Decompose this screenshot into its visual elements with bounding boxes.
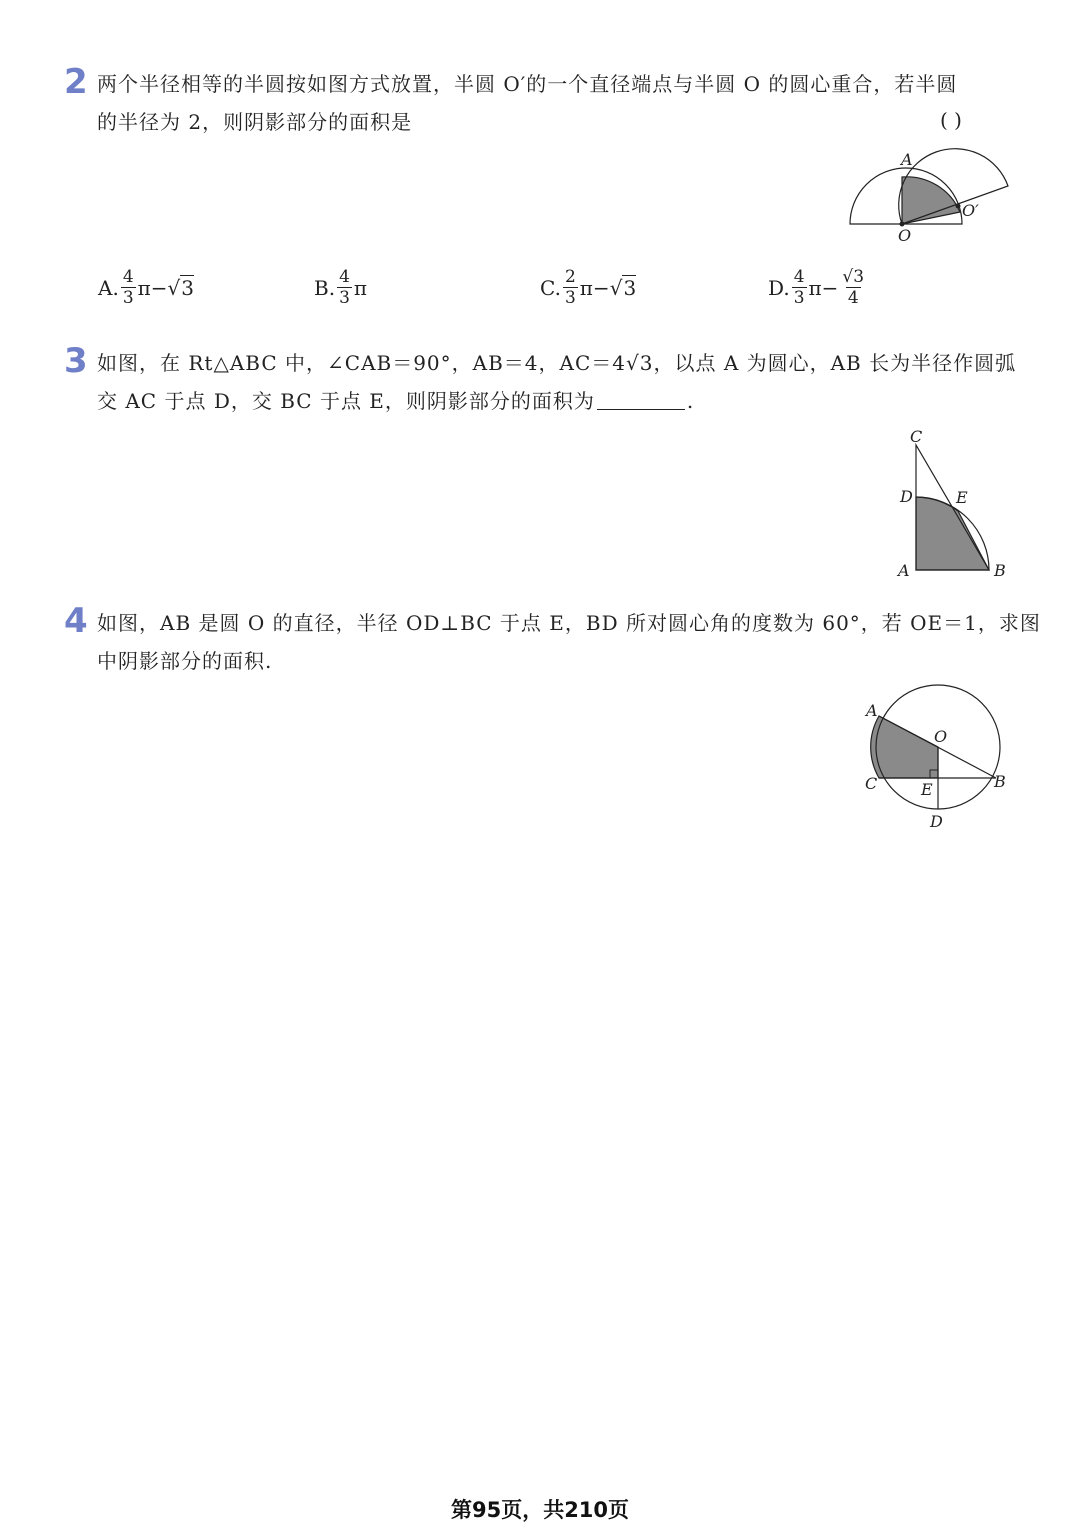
label-C: C <box>910 427 923 446</box>
label-B: B <box>994 772 1006 791</box>
label-E: E <box>921 780 933 799</box>
page-footer: 第95页，共210页 <box>450 1498 630 1522</box>
label-A: A <box>898 561 910 580</box>
label-O-prime: O′ <box>962 201 979 220</box>
question-number: 4 <box>64 601 88 641</box>
figure-q3-triangle <box>890 425 1020 585</box>
question-text-line1: 如图，在 Rt△ABC 中，∠CAB＝90°，AB＝4，AC＝4√3，以点 A 为圆心，AB 长为半径作圆弧 <box>97 351 1017 375</box>
label-C: C <box>865 774 878 793</box>
figure-q4-circle <box>860 682 1020 837</box>
label-D: D <box>900 487 913 506</box>
question-number: 2 <box>64 62 88 102</box>
label-A: A <box>901 150 913 169</box>
question-text-line1: 两个半径相等的半圆按如图方式放置，半圆 O′的一个直径端点与半圆 O 的圆心重合，若半圆 <box>97 72 958 96</box>
question-text-line2: 交 AC 于点 D，交 BC 于点 E，则阴影部分的面积为 . <box>97 389 695 413</box>
label-A: A <box>866 701 878 720</box>
figure-q2-semicircles <box>840 140 1020 250</box>
option-b[interactable]: B. $\frac{4}{3}$ π <box>314 267 368 308</box>
answer-parentheses: ( ) <box>940 108 962 132</box>
option-a[interactable]: A. $\frac{4}{3}$ π− √ 3 <box>98 267 195 308</box>
label-E: E <box>956 488 968 507</box>
label-O: O <box>934 727 948 746</box>
question-number: 3 <box>64 341 88 381</box>
answer-blank[interactable] <box>597 391 685 410</box>
option-d[interactable]: D. $\frac{4}{3}$ π− $\frac{√3}{4}$ <box>768 267 865 308</box>
question-text-line2: 中阴影部分的面积. <box>97 649 273 673</box>
question-text-line1: 如图，AB 是圆 O 的直径，半径 OD⊥BC 于点 E，BD 所对圆心角的度数为 60°，若 OE＝1，求图 <box>97 611 1041 635</box>
question-text-line2: 的半径为 2，则阴影部分的面积是 <box>97 110 413 134</box>
label-B: B <box>994 561 1006 580</box>
label-O: O <box>898 226 912 245</box>
option-c[interactable]: C. $\frac{2}{3}$ π− √ 3 <box>540 267 637 308</box>
label-D: D <box>930 812 943 831</box>
